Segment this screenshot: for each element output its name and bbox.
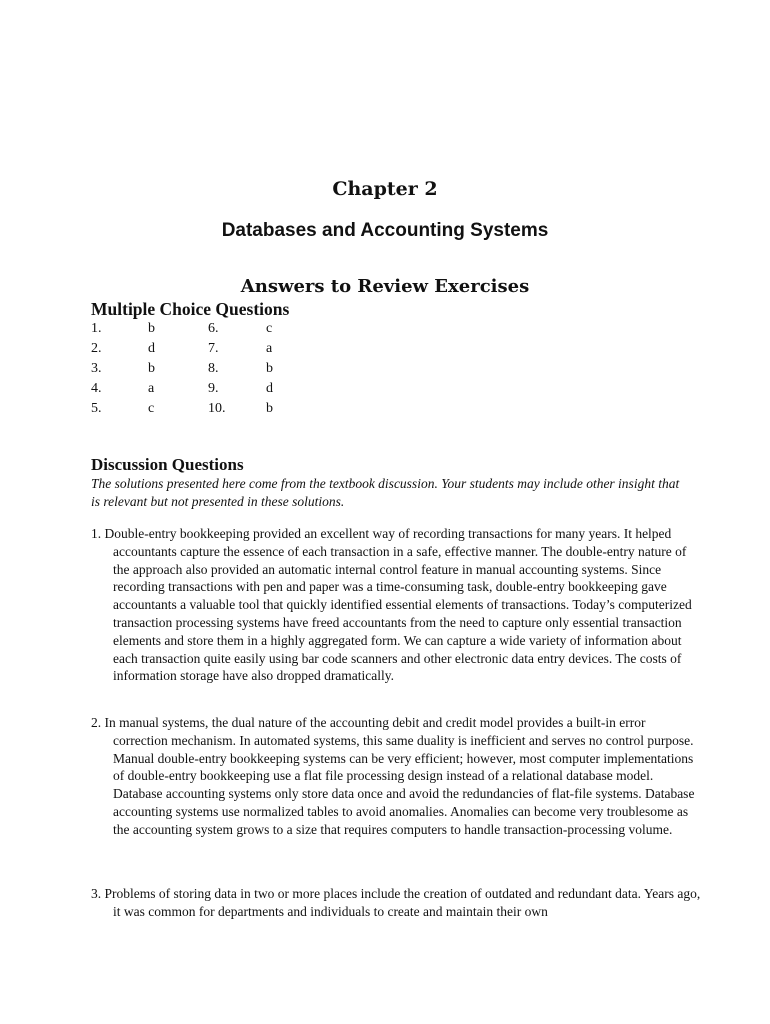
answer-letter: b [266, 361, 273, 376]
question-number: 7. [208, 341, 219, 356]
question-number: 4. [91, 381, 102, 396]
discussion-intro: The solutions presented here come from the textbook discussion. Your students may include other insight that is relevant but not presented in these solutions. [91, 476, 680, 509]
question-number: 3. [91, 361, 102, 376]
question-number: 2. [91, 341, 102, 356]
answer-letter: d [266, 381, 273, 396]
question-number: 6. [208, 321, 219, 336]
section-heading: Answers to Review Exercises [240, 276, 530, 297]
question-number: 1. [91, 321, 102, 336]
answer-letter: a [148, 381, 155, 396]
discussion-answer: 2. In manual systems, the dual nature of the accounting debit and credit model provides a built-in error correction mechanism. In automated systems, this same duality is inefficient and serves no control purpose. Manual double-entry bookkeeping systems can be very efficient; however, most computer implementations of double-entry bookkeeping use a flat file processing design instead of a relational database model. Database accounting systems only store data once and avoid the redundancies of flat-file systems. Database accounting systems use normalized tables to avoid anomalies. Anomalies can become very troublesome as the accounting system grows to a size that requires computers to handle transaction-processing volume. [91, 715, 695, 837]
answer-letter: c [266, 321, 273, 336]
chapter-title: Databases and Accounting Systems [221, 220, 549, 241]
answer-letter: a [266, 341, 273, 356]
discussion-answer: 3. Problems of storing data in two or more places include the creation of outdated and redundant data. Years ago, it was common for departments and individuals to create and maintain their own [91, 886, 701, 919]
answer-letter: b [148, 361, 155, 376]
answer-letter: d [148, 341, 155, 356]
question-number: 9. [208, 381, 219, 396]
answer-letter: c [148, 401, 155, 416]
question-number: 5. [91, 401, 102, 416]
question-number: 10. [208, 401, 226, 416]
discussion-answer: 1. Double-entry bookkeeping provided an excellent way of recording transactions for many years. It helped accountants capture the essence of each transaction in a safe, effective manner. The double-entry nature of the approach also provided an automatic internal control feature in manual accounting systems. Since recording transactions with pen and paper was a time-consuming task, double-entry bookkeeping gave accountants a valuable tool that quickly identified essential elements of transactions. Today’s computerized transaction processing systems have freed accountants from the need to capture only essential transaction elements and store them in a highly aggregated form. We can capture a wide variety of information about each transaction quite easily using bar code scanners and other electronic data entry devices. The costs of information storage have also dropped dramatically. [91, 526, 692, 684]
answer-letter: b [266, 401, 273, 416]
chapter-heading: Chapter 2 [332, 178, 438, 200]
question-number: 8. [208, 361, 219, 376]
multiple-choice-heading: Multiple Choice Questions [91, 299, 290, 319]
answer-letter: b [148, 321, 155, 336]
discussion-heading: Discussion Questions [91, 455, 244, 474]
